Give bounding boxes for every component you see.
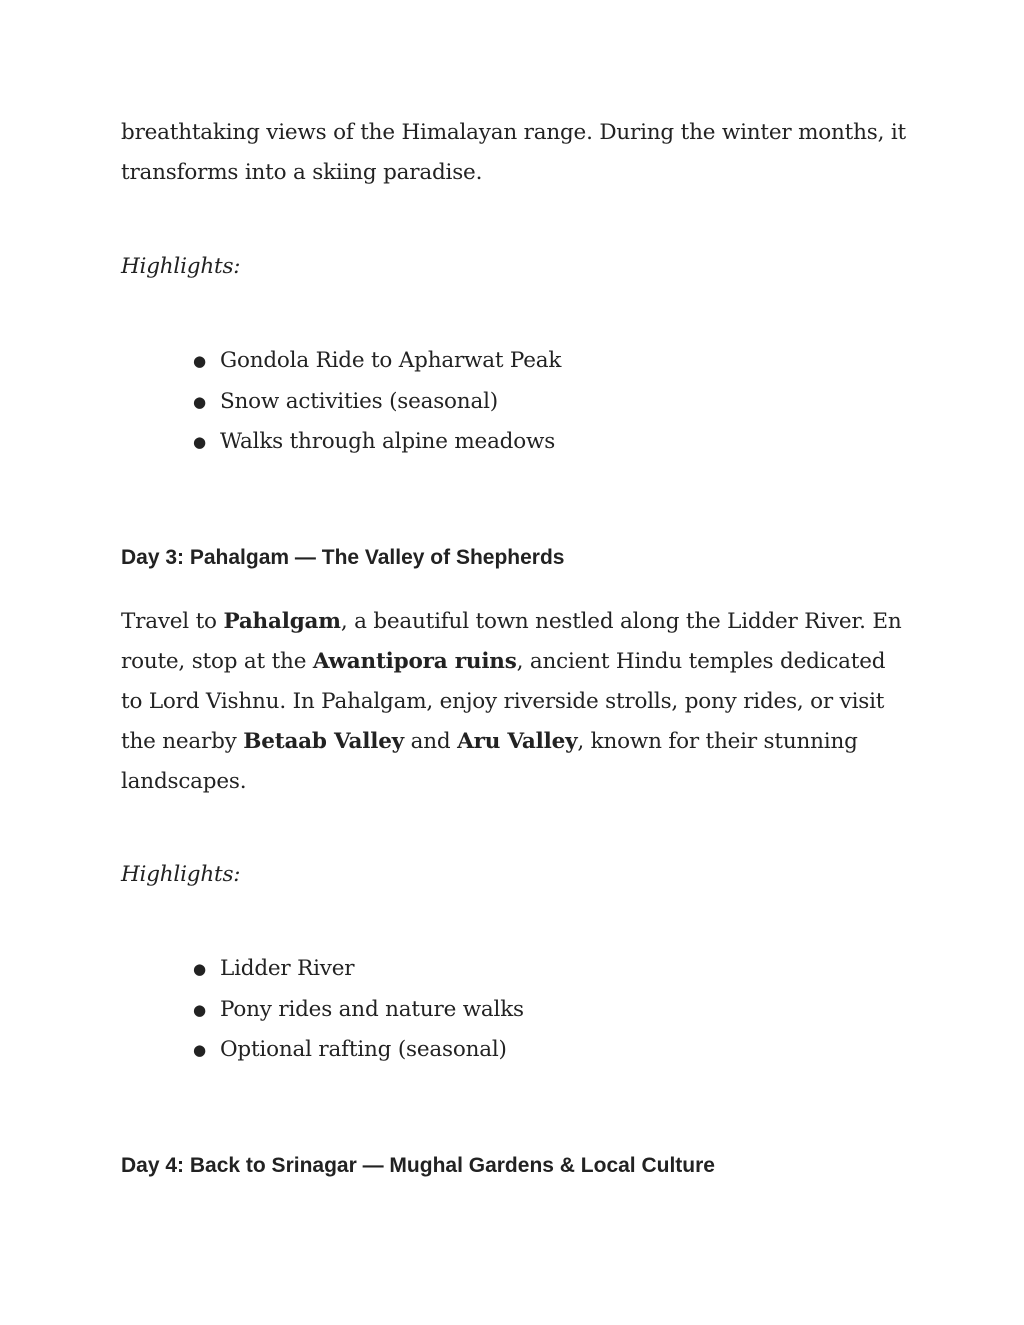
highlights-label: Highlights: [121,862,241,887]
highlights-list [121,341,911,463]
bullet-icon: ● [193,392,206,411]
list-item-text: Gondola Ride to Apharwat Peak [220,348,562,373]
list-item-text: Walks through alpine meadows [220,429,556,454]
list-item-text: Optional rafting (seasonal) [220,1037,507,1062]
paragraph-text: , a beautiful town nestled along the Lidder River. En route, stop at the [121,609,902,674]
bullet-icon: ● [193,1041,206,1059]
list-item [121,382,911,423]
place-name: Awantipora ruins [312,649,517,674]
list-item-text: Lidder River [220,956,355,981]
list-item-text: Pony rides and nature walks [220,996,524,1022]
paragraph-text: Travel to [121,609,224,634]
paragraph-text: , known for their stunning landscapes. [121,729,858,794]
bullet-icon: ● [193,352,206,370]
place-name: Aru Valley [457,729,578,754]
list-item [121,990,911,1031]
bullet-icon: ● [193,960,206,978]
highlights-label: Highlights: [121,254,241,279]
bullet-icon: ● [193,433,206,451]
day-4-heading: Day 4: Back to Srinagar — Mughal Gardens & Local Culture [121,1154,715,1177]
list-item [121,341,911,382]
day-3-heading: Day 3: Pahalgam — The Valley of Shepherds [121,546,565,569]
place-name: Betaab Valley [243,729,404,754]
list-item [121,422,911,463]
bullet-icon: ● [193,1000,206,1019]
list-item [121,949,911,990]
intro-paragraph: breathtaking views of the Himalayan range. During the winter months, it transforms into a skiing paradise. [121,120,906,185]
highlights-list [121,949,911,1071]
list-item-text: Snow activities (seasonal) [220,388,498,414]
list-item [121,1030,911,1071]
paragraph-text: , ancient Hindu temples dedicated to Lord Vishnu. In Pahalgam, enjoy riverside strolls, pony rides, or visit the nearby [121,649,886,754]
paragraph-text: and [403,729,458,754]
place-name: Pahalgam [223,609,341,634]
day-3-paragraph [121,602,911,802]
